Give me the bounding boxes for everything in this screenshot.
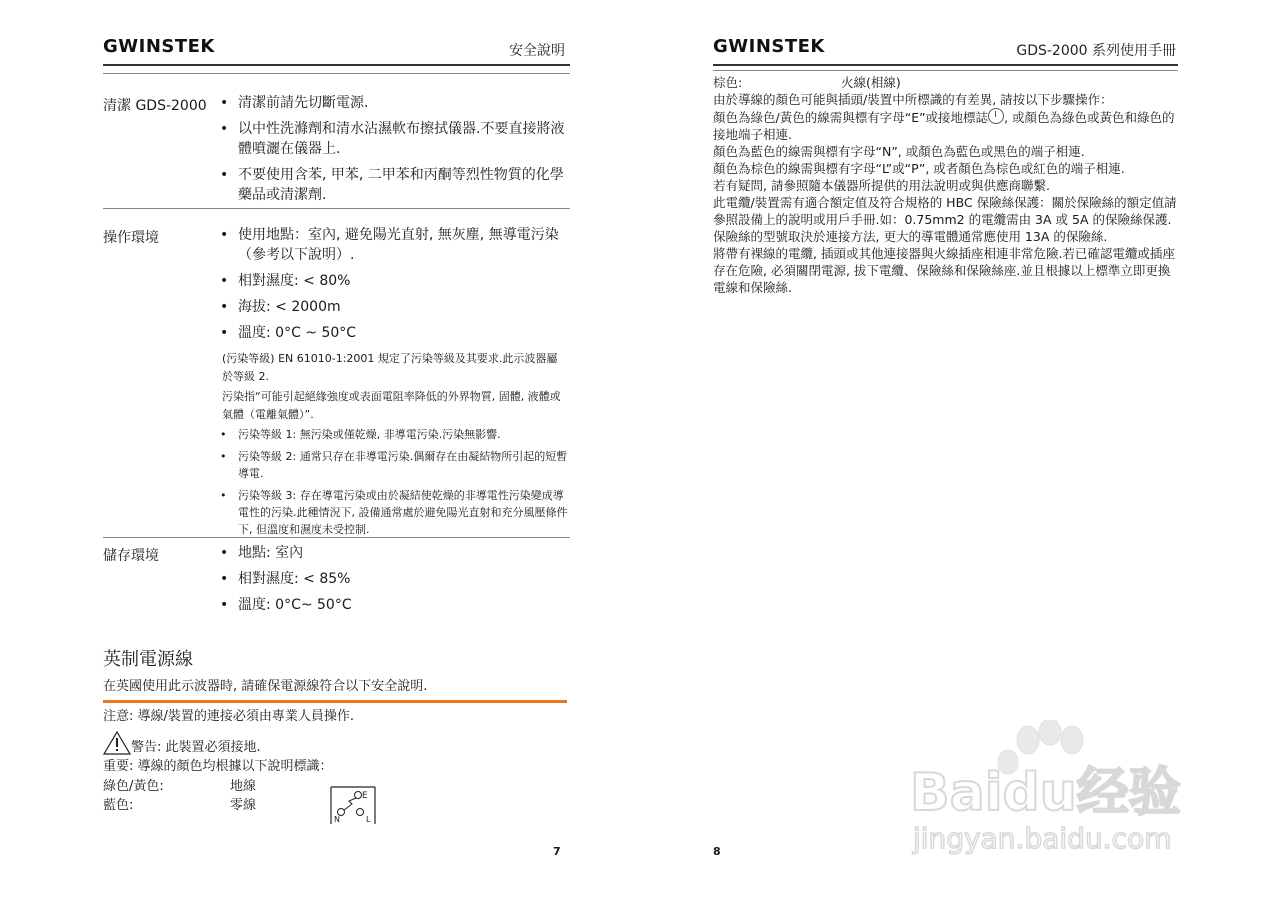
plug-label-e: E xyxy=(362,791,368,801)
list-item: • 溫度: 0°C ~ 50°C xyxy=(218,323,568,343)
wire-meaning-earth: 地線 xyxy=(230,779,257,794)
paragraph: 此電纜/裝置需有適合額定值及符合規格的 HBC 保險絲保護：關於保險絲的額定值請參照設備上的說明或用戶手冊.如：0.75mm2 的電纜需由 3A 或 5A 的保險絲保護.保險絲的型號取決於連接方法, 更大的導電體通常應使用 13A 的保險絲. xyxy=(713,195,1177,244)
page-header-title: GDS-2000 系列使用手冊 xyxy=(1016,43,1176,59)
storage-list xyxy=(218,543,568,621)
gwinstek-logo: GWINSTEK xyxy=(713,36,825,57)
section-label-operating-env: 操作環境 xyxy=(103,230,159,246)
gwinstek-logo: GWINSTEK xyxy=(103,36,215,57)
paragraph-earth xyxy=(713,108,1179,143)
important-text: 重要: 導線的顏色均根據以下說明標識： xyxy=(103,759,333,774)
uk-power-cord-heading: 英制電源線 xyxy=(103,649,193,670)
pollution-definition-note: 污染指“可能引起絕緣強度或表面電阻率降低的外界物質, 固體, 液體或氣體（電離氣體）”. xyxy=(222,390,561,421)
orange-divider xyxy=(103,700,567,703)
cleaning-list xyxy=(218,93,568,211)
paragraph-earth-text-b: , 或顏色為綠色或黃色和綠色的接地端子相連. xyxy=(713,110,1175,142)
page-number: 8 xyxy=(713,845,721,858)
page-header-title: 安全說明 xyxy=(509,43,565,59)
header-rule xyxy=(713,64,1178,66)
paragraph: 顏色為棕色的線需與標有字母“L”或“P”, 或者顏色為棕色或紅色的端子相連. xyxy=(713,161,1125,176)
header-rule xyxy=(103,64,570,66)
watermark-sub-text: jingyan.baidu.com xyxy=(913,822,1172,855)
paragraph: 將帶有裸線的電纜, 插頭或其他連接器與火線插座相連非常危險.若已確認電纜或插座存在危險, 必須關閉電源, 拔下電纜、保險絲和保險絲座.並且根據以上標準立即更換電線和保險絲. xyxy=(713,246,1175,295)
paragraph: 若有疑問, 請參照隨本儀器所提供的用法說明或與供應商聯繫. xyxy=(713,178,1050,193)
page-number: 7 xyxy=(553,845,561,858)
plug-label-n: N xyxy=(334,815,340,824)
list-item: • 污染等級 3: 存在導電污染或由於凝結使乾燥的非導電性污染變成導電性的污染.此種情況下, 設備通常處於避免陽光直射和充分風壓條件下, 但溫度和濕度未受控制. xyxy=(218,487,568,538)
uk-intro-text: 在英國使用此示波器時, 請確保電源線符合以下安全說明. xyxy=(103,679,428,694)
pollution-degree-note: (污染等級) EN 61010-1:2001 規定了污染等級及其要求.此示波器屬於等級 2. xyxy=(222,352,558,383)
header-rule-thin xyxy=(713,70,1178,71)
wire-color-green-yellow: 綠色/黃色: xyxy=(103,779,164,794)
warning-text: 警告: 此裝置必須接地. xyxy=(131,740,261,755)
section-label-cleaning: 清潔 GDS-2000 xyxy=(103,98,207,114)
paragraph-earth-text-a: 顏色為綠色/黃色的線需與標有字母“E”或接地標誌 xyxy=(713,110,989,125)
wire-color-blue: 藍色: xyxy=(103,798,134,813)
section-divider xyxy=(103,208,570,209)
operating-env-list xyxy=(218,225,568,349)
plug-label-l: L xyxy=(366,815,371,824)
wire-meaning-neutral: 零線 xyxy=(230,798,257,813)
list-item: • 不要使用含苯, 甲苯, 二甲苯和丙酮等烈性物質的化學藥品或清潔劑. xyxy=(218,165,568,205)
list-item: • 相對濕度: < 85% xyxy=(218,569,568,589)
wire-color-brown: 棕色: xyxy=(713,75,743,90)
list-item: • 相對濕度: < 80% xyxy=(218,271,568,291)
header-rule-thin xyxy=(103,73,570,74)
list-item: • 清潔前請先切斷電源. xyxy=(218,93,568,113)
brown-wire-line xyxy=(713,74,1179,91)
baidu-watermark xyxy=(905,720,1205,860)
right-page-body xyxy=(713,74,1179,296)
paragraph: 由於導線的顏色可能與插頭/裝置中所標識的有差異, 請按以下步驟操作： xyxy=(713,92,1113,107)
paragraph: 顏色為藍色的線需與標有字母“N”, 或顏色為藍色或黑色的端子相連. xyxy=(713,144,1085,159)
earth-ground-icon xyxy=(988,108,1004,124)
list-item: • 地點: 室內 xyxy=(218,543,568,563)
list-item: • 海拔: < 2000m xyxy=(218,297,568,317)
section-divider xyxy=(103,537,570,538)
list-item: • 以中性洗滌劑和清水沾濕軟布擦拭儀器.不要直接將液體噴灑在儀器上. xyxy=(218,119,568,159)
list-item: • 污染等級 2: 通常只存在非導電污染.偶爾存在由凝結物所引起的短暫導電. xyxy=(218,448,568,482)
list-item: • 溫度: 0°C~ 50°C xyxy=(218,595,568,615)
warning-triangle-icon xyxy=(103,731,131,755)
list-item: • 使用地點：室內, 避免陽光直射, 無灰塵, 無導電污染（參考以下說明）. xyxy=(218,225,568,265)
list-item: • 污染等級 1: 無污染或僅乾燥, 非導電污染.污染無影響. xyxy=(218,426,568,443)
wire-meaning-live: 火線(相線) xyxy=(841,75,901,90)
warning-line xyxy=(103,731,261,757)
caution-text: 注意: 導線/裝置的連接必須由專業人員操作. xyxy=(103,709,355,724)
pollution-levels-list xyxy=(218,426,568,543)
watermark-main-text: Baidu经验 xyxy=(910,763,1181,823)
uk-plug-diagram-icon xyxy=(330,786,376,824)
section-label-storage: 儲存環境 xyxy=(103,548,159,564)
